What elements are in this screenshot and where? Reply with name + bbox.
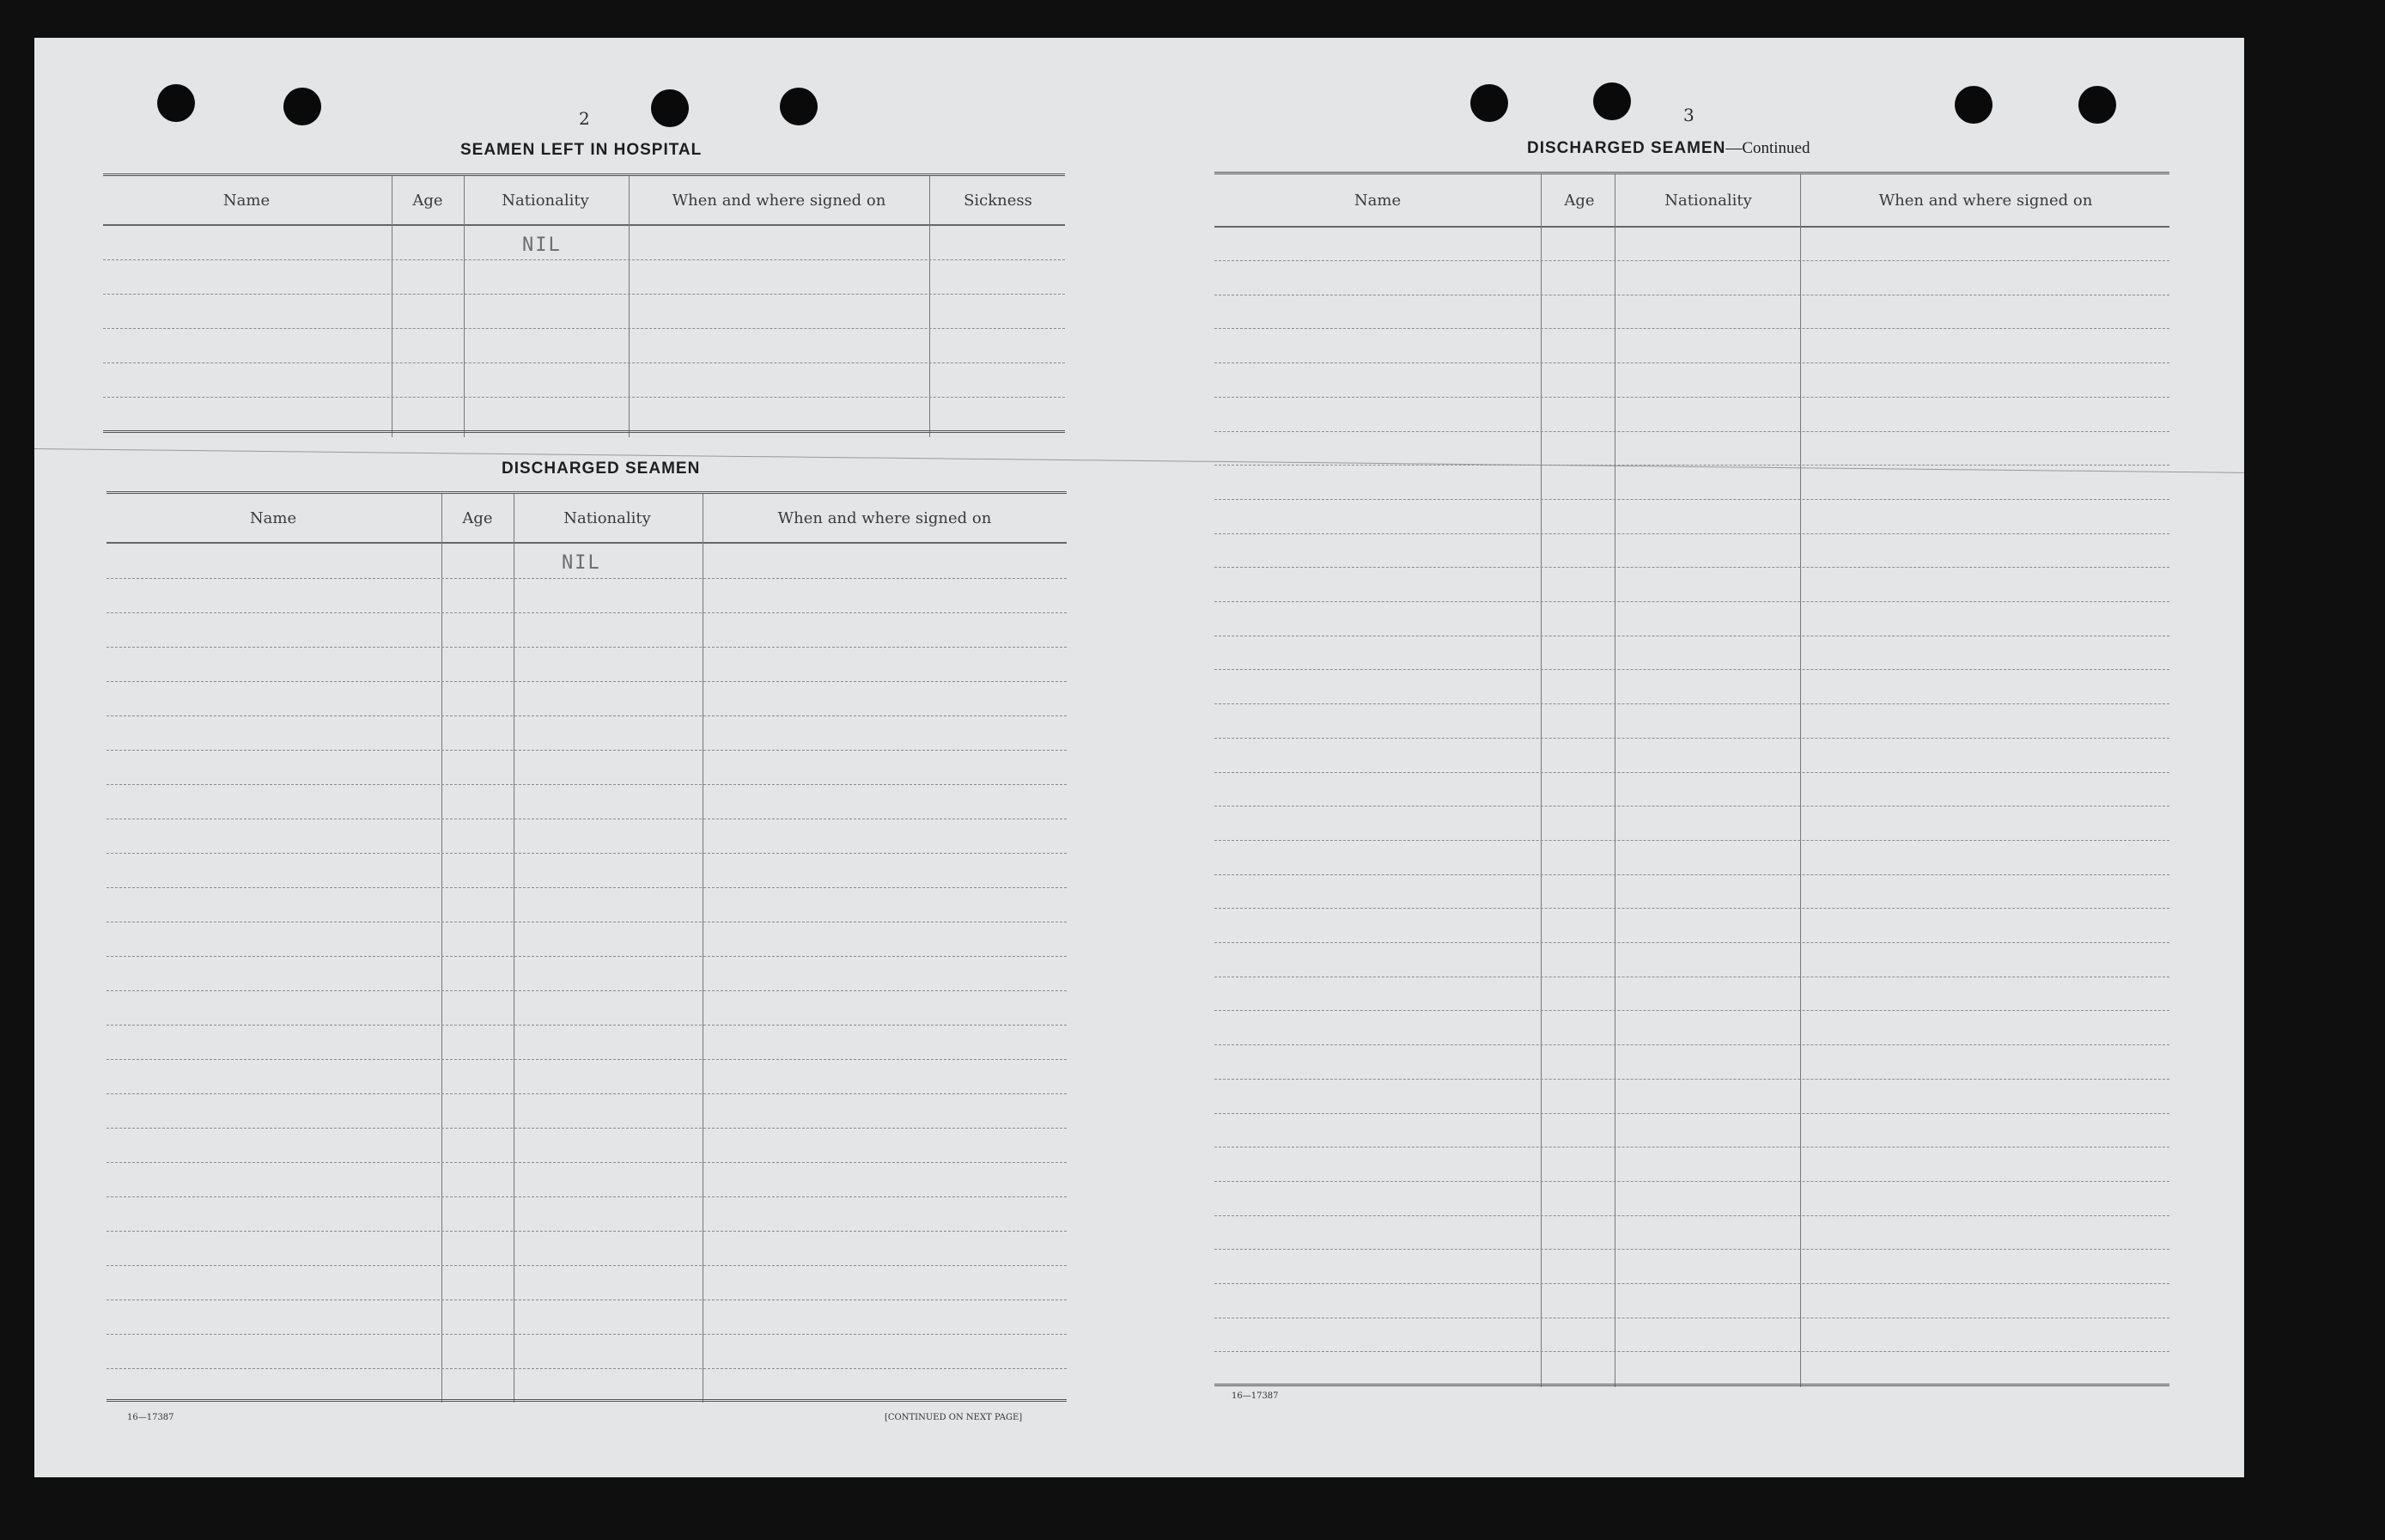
table-row	[106, 853, 1067, 854]
punch-hole	[1470, 84, 1508, 122]
right-col-signed-on: When and where signed on	[1878, 191, 2093, 210]
table-row	[103, 397, 1065, 398]
hospital-col-name: Name	[222, 191, 271, 210]
punch-hole	[283, 88, 321, 125]
table-row	[1214, 703, 2169, 704]
table-row	[106, 1025, 1067, 1026]
discharged-continued-title	[1527, 139, 1810, 158]
table-row	[106, 647, 1067, 648]
table-row	[1214, 942, 2169, 943]
table-row	[106, 1368, 1067, 1369]
hospital-table-header	[103, 176, 1065, 226]
discharged-continued-table	[1214, 172, 2169, 1389]
table-row	[1214, 260, 2169, 261]
table-row	[1214, 1181, 2169, 1182]
right-col-name: Name	[1354, 191, 1402, 210]
hospital-col-signed-on: When and where signed on	[672, 191, 886, 210]
table-row	[1214, 908, 2169, 909]
punch-hole	[1593, 82, 1631, 120]
table-row	[1214, 1044, 2169, 1045]
table-bottom-rule	[1214, 1384, 2169, 1386]
table-row	[106, 990, 1067, 991]
table-row	[106, 956, 1067, 957]
table-row	[106, 1196, 1067, 1197]
table-row	[1214, 1249, 2169, 1250]
table-row	[106, 1059, 1067, 1060]
table-row	[1214, 874, 2169, 875]
punch-hole	[1955, 86, 1993, 124]
table-row	[106, 1334, 1067, 1335]
punch-hole	[157, 84, 195, 122]
table-row	[106, 715, 1067, 716]
table-row	[1214, 1215, 2169, 1216]
punch-hole	[651, 89, 689, 127]
table-row	[106, 1265, 1067, 1266]
form-number-right: 16—17387	[1232, 1391, 1279, 1401]
discharged-col-nationality: Nationality	[563, 508, 651, 527]
table-row	[106, 1128, 1067, 1129]
table-row	[1214, 1283, 2169, 1284]
discharged-section-title: DISCHARGED SEAMEN	[502, 460, 701, 478]
column-divider	[629, 176, 630, 437]
table-row	[1214, 431, 2169, 432]
discharged-table-header	[106, 494, 1067, 544]
table-row	[1214, 601, 2169, 602]
table-row	[106, 1162, 1067, 1163]
continued-note: [CONTINUED ON NEXT PAGE]	[885, 1413, 1023, 1422]
column-divider	[1541, 174, 1542, 1387]
column-divider	[929, 176, 930, 437]
table-row	[106, 1231, 1067, 1232]
table-row	[106, 1093, 1067, 1094]
discharged-col-age: Age	[462, 508, 493, 527]
column-divider	[441, 494, 442, 1403]
table-row	[1214, 772, 2169, 773]
table-row	[1214, 533, 2169, 534]
discharged-col-name: Name	[249, 508, 297, 527]
table-row	[1214, 465, 2169, 466]
table-row	[106, 578, 1067, 579]
punch-hole	[780, 88, 818, 125]
table-row	[1214, 1079, 2169, 1080]
table-row	[1214, 738, 2169, 739]
table-row	[1214, 669, 2169, 670]
nil-entry: NIL	[562, 552, 601, 574]
column-divider	[464, 176, 465, 437]
table-row	[106, 612, 1067, 613]
page-number-right: 3	[1683, 105, 1694, 125]
table-bottom-rule	[103, 430, 1065, 433]
continued-suffix: —Continued	[1725, 139, 1810, 157]
punch-hole	[2078, 86, 2116, 124]
table-row	[1214, 362, 2169, 363]
table-row	[1214, 806, 2169, 807]
hospital-section-title: SEAMEN LEFT IN HOSPITAL	[460, 141, 703, 159]
page-number-left: 2	[579, 108, 590, 129]
table-bottom-rule	[106, 1399, 1067, 1402]
table-row	[103, 362, 1065, 363]
table-row	[1214, 397, 2169, 398]
hospital-col-nationality: Nationality	[502, 191, 589, 210]
table-row	[1214, 1113, 2169, 1114]
form-number-left: 16—17387	[127, 1413, 174, 1422]
table-row	[1214, 840, 2169, 841]
hospital-col-age: Age	[412, 191, 443, 210]
table-row	[103, 328, 1065, 329]
hospital-table	[103, 173, 1065, 437]
table-row	[1214, 1351, 2169, 1352]
discharged-continued-title-main: DISCHARGED SEAMEN	[1527, 139, 1726, 157]
nil-entry: NIL	[522, 234, 562, 256]
table-row	[103, 294, 1065, 295]
column-divider	[1800, 174, 1801, 1387]
right-col-nationality: Nationality	[1664, 191, 1752, 210]
table-row	[106, 750, 1067, 751]
table-row	[106, 887, 1067, 888]
table-row	[103, 259, 1065, 260]
table-row	[106, 784, 1067, 785]
table-row	[1214, 499, 2169, 500]
right-table-header	[1214, 174, 2169, 228]
discharged-col-signed-on: When and where signed on	[777, 508, 992, 527]
hospital-col-sickness: Sickness	[964, 191, 1032, 210]
table-row	[106, 681, 1067, 682]
table-row	[1214, 1010, 2169, 1011]
table-row	[1214, 328, 2169, 329]
table-row	[1214, 567, 2169, 568]
right-col-age: Age	[1564, 191, 1595, 210]
discharged-table	[106, 491, 1067, 1409]
